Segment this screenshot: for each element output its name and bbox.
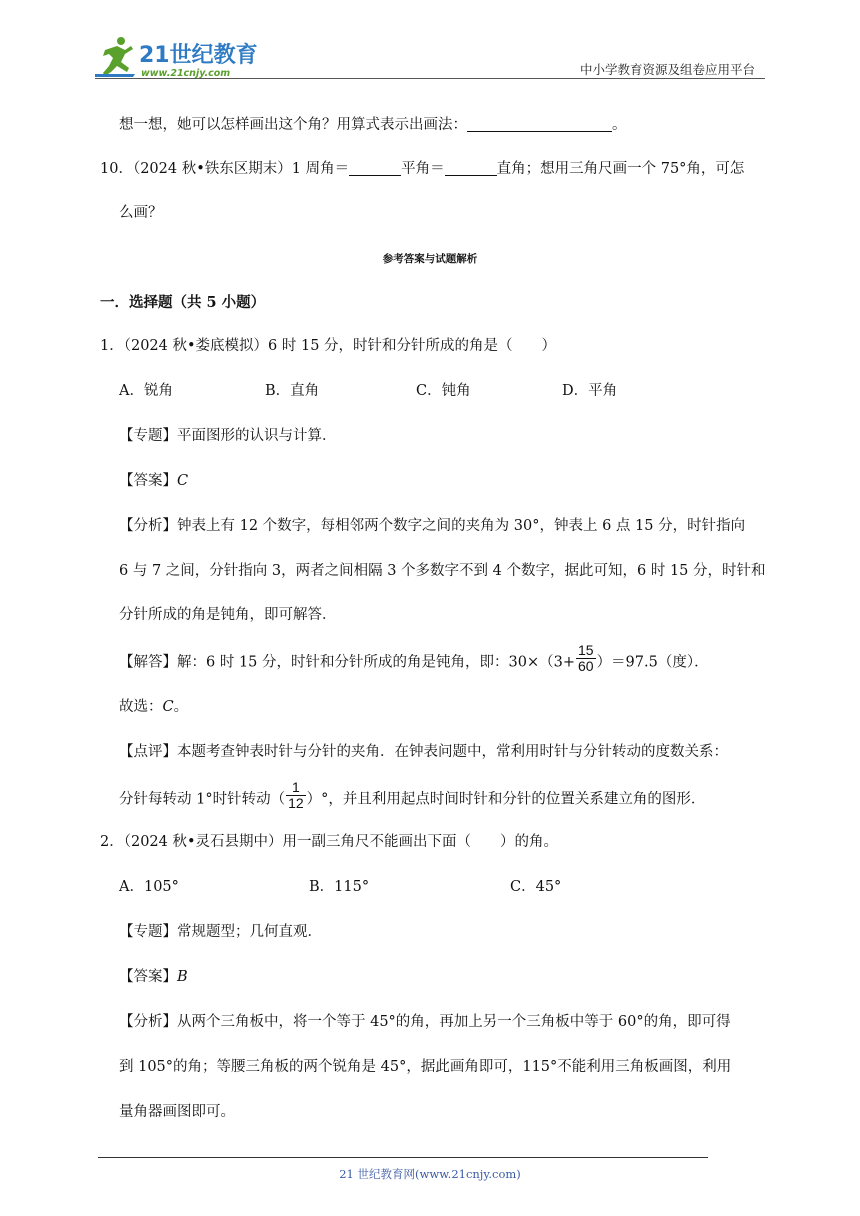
footer-divider [98,1157,708,1158]
platform-name: 中小学教育资源及组卷应用平台 [579,62,755,77]
q1-choose: 故选：C。 [119,699,189,715]
q2-analysis-2: 到 105°的角；等腰三角板的两个锐角是 45°，据此画角即可，115°不能利用三角板画图，利用 [119,1059,732,1075]
q1-option-b: B．直角 [265,383,320,399]
q2-option-c: C．45° [510,879,562,895]
answer-blank [467,117,612,132]
answer-blank [349,161,401,176]
q2-analysis-3: 量角器画图即可。 [119,1104,235,1120]
q1-option-a: A．锐角 [119,383,173,399]
q1-topic: 【专题】平面图形的认识与计算． [119,428,337,444]
logo-url-text: www.21cnjy.com [141,68,231,79]
q2-option-a: A．105° [119,879,179,895]
answer-blank [445,161,497,176]
q9-tail-line: 想一想，她可以怎样画出这个角？用算式表示出画法： 。 [119,117,627,133]
q2-stem: 2．（2024 秋•灵石县期中）用一副三角尺不能画出下面（ ）的角。 [100,834,559,850]
q1-analysis-1: 【分析】钟表上有 12 个数字，每相邻两个数字之间的夹角为 30°，钟表上 6 点 15 分，时针指向 [119,518,746,534]
q9-tail-text: 想一想，她可以怎样画出这个角？用算式表示出画法： [119,117,467,133]
q2-answer-value: B [177,969,188,985]
logo-main-text: 21世纪教育 [139,43,258,68]
q10-line: 10．（2024 秋•铁东区期末）1 周角＝ 平角＝ 直角；想用三角尺画一个 75°角，可怎 [100,161,745,177]
q1-answer: 【答案】C [119,473,189,489]
q2-topic: 【专题】常规题型；几何直观． [119,924,322,940]
section-heading: 一．选择题（共 5 小题） [100,294,266,311]
q2-analysis-1: 【分析】从两个三角板中，将一个等于 45°的角，再加上另一个三角板中等于 60°的角，即可得 [119,1014,731,1030]
q2-option-b: B．115° [309,879,370,895]
q2-answer: 【答案】B [119,969,188,985]
q1-option-d: D．平角 [562,383,618,399]
fraction: $\frac{15}{60}$ [577,642,594,674]
q1-option-c: C．钝角 [416,383,471,399]
q1-solution: 【解答】解：6 时 15 分，时针和分针所成的角是钝角，即：30×（3+ $\frac{15}{60}$ ）＝97.5（度）． [119,642,709,674]
header-divider [95,78,765,79]
answers-title: 参考答案与试题解析 [382,253,478,265]
q1-stem: 1．（2024 秋•娄底模拟）6 时 15 分，时针和分针所成的角是（ ） [100,338,557,354]
q10-line-2: 么画？ [119,205,163,221]
q1-analysis-3: 分针所成的角是钝角，即可解答． [119,607,337,623]
q1-analysis-2: 6 与 7 之间，分针指向 3，两者之间相隔 3 个多数字不到 4 个数字，据此可知，6 时 15 分，时针和 [119,563,766,579]
footer-text[interactable]: 21 世纪教育网(www.21cnjy.com) [339,1167,521,1181]
q1-comment-2: 分针每转动 1°时针转动（ $\frac{1}{12}$ ）°，并且利用起点时间时针和分针的位置关系建立角的图形． [119,779,706,811]
q1-answer-value: C [177,473,189,489]
q1-comment-1: 【点评】本题考查钟表时针与分针的夹角．在钟表问题中，常利用时针与分针转动的度数关系： [119,744,728,760]
fraction: $\frac{1}{12}$ [288,779,304,811]
